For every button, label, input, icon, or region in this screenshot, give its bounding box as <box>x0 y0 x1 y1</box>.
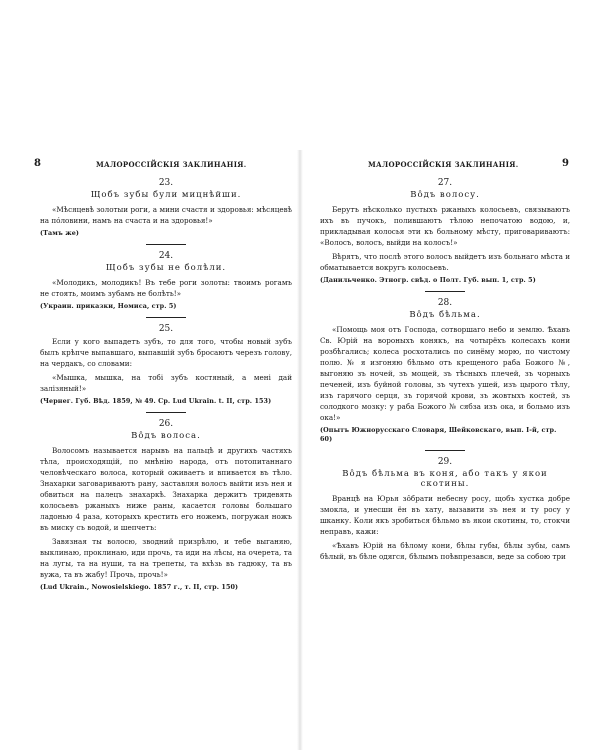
section <box>320 457 570 562</box>
section-title: Вôдъ волоса. <box>131 431 201 441</box>
section-divider <box>146 412 186 413</box>
section-number: 26. <box>158 419 174 429</box>
section-number: 27. <box>437 178 453 188</box>
paragraph: Берутъ нѣсколько пустыхъ ржаныхъ колосьевъ, связываютъ ихъ въ пучокъ, полившаютъ тѣлою непочатою водою, и, прикладывая колосья эти къ больному мѣсту, приговариваютъ: «Волосъ, волосъ, выйди на колосъ!» <box>320 205 570 247</box>
section-number: 24. <box>158 251 174 261</box>
section <box>40 178 292 238</box>
paragraph: «Мѣсяцевѣ золотыи роги, а мини счастя и здоровья: мѣсяцевѣ на пóловини, намъ на счаста и на здоровья!» <box>40 205 292 225</box>
running-head: МАЛОРОССІЙСКІЯ ЗАКЛИНАНІЯ. <box>96 160 247 169</box>
section-number: 25. <box>158 324 174 334</box>
section-title: Щобъ зубы не болѣли. <box>105 263 227 273</box>
page-number: 8 <box>34 158 41 169</box>
paragraph: Завязная ты волосю, зводний призрѣлю, и тебе выганяю, выклинаю, проклинаю, иди прочь, та иди на лѣсы, на очерета, та на лугы, та на нуши, та на трепеты, та вхѣзь въ гадюку, та въ вужа, та въ жабу! Прочь, прочь!» <box>40 537 292 579</box>
paragraph: «Помощь моя отъ Господа, сотворшаго небо и землю. Ѣхавъ Св. Юрій на вороныхъ конякъ, на чотырёхъ колесахъ кони розбѣгались; колеса росхотались по синёму морю, по чистому полю. № я изгоняю бѣльмо отъ крещеного раба Божого №, выгоняю зъ ночей, зъ мощей, зъ тѣсныхъ плечей, зъ чорныхъ печеней, изъ буйной головы, зъ чутехъ ушей, изъ цырого тѣлу, изъ гарячого серця, зъ горячой крови, зъ жовтыхъ костей, зъ солодкого мозку: у раба Божого № сябза изъ ока, и больмо изъ ока!» <box>320 325 570 422</box>
page-number: 9 <box>562 158 569 169</box>
source-citation: (Украин. приказки, Номиса, стр. 5) <box>40 302 177 310</box>
section-title: Вôдъ волосу. <box>410 190 480 200</box>
section-number: 28. <box>437 298 453 308</box>
section-divider <box>425 450 465 451</box>
section-number: 23. <box>158 178 174 188</box>
section-title: Щобъ зубы були мицнѣйши. <box>90 190 242 200</box>
source-citation: (Тамъ же) <box>40 229 80 237</box>
paragraph: Вѣрятъ, что послѣ этого волосъ выйдетъ изъ больнаго мѣста и обматывается вокругъ колосьевъ. <box>320 252 570 272</box>
section-divider <box>146 244 186 245</box>
paragraph: «Мышка, мышка, на тобі зубъ костяный, а мені дай залізяный!» <box>40 373 292 393</box>
section-divider <box>146 317 186 318</box>
section <box>40 419 292 592</box>
section-title: Вôдъ бѣльма. <box>409 310 481 320</box>
running-head: МАЛОРОССІЙСКІЯ ЗАКЛИНАНІЯ. <box>368 160 519 169</box>
source-citation: (Данильченко. Этногр. свѣд. о Полт. Губ. вып. 1, стр. 5) <box>320 276 536 284</box>
text-column <box>40 176 292 596</box>
section-number: 29. <box>437 457 453 467</box>
paragraph: Вранцѣ на Юрья зôбрати небесну росу, щобъ хустка добре змокла, и унесши ён въ хату, вызавити зъ нея и ту росу у шканку. Коли якъ зробиться бѣльмо въ якои скотины, то, стокчи неправъ, кажи: <box>320 494 570 536</box>
paragraph: Если у кого выпадетъ зубъ, то для того, чтобы новый зубъ былъ крѣпче выпавшаго, выпавшій зубъ бросаютъ черезъ голову, на чердакъ, со словами: <box>40 337 292 368</box>
section-title: Вôдъ бѣльма въ коня, або такъ у якои скотины. <box>342 469 548 489</box>
section-divider <box>425 291 465 292</box>
paragraph: Волосомъ называется нарывъ на пальцѣ и другихъ частяхъ тѣла, происходящій, по мнѣнію народа, отъ потопитаннаго человѣческаго волоса, который оживаетъ и впивается въ тѣло. Знахарки заговариваютъ рану, заставляя волосъ выйти изъ нея и обвиться на палецъ знахаркѣ. Знахарка держитъ тридевять колосьевъ ржаныхъ ниже раны, касается головы большаго ладонью 4 раза, которыхъ крестить его ножемъ, погружая ножъ въ миску съ водой, и шепчетъ: <box>40 446 292 532</box>
paragraph: «Молодикъ, молодикъ! Въ тебе роги золоты: твоимъ рогамъ не стоять, моимъ зубамъ не болѣть!» <box>40 278 292 298</box>
paragraph: «Ѣхавъ Юрій на бѣлому кони, бѣлы губы, бѣлы зубы, самъ бѣлый, въ бѣле одягся, бѣлымъ поѣвпрезався, веде за собою три <box>320 541 570 561</box>
source-citation: (Опытъ Южнорусскаго Словаря, Шейковскаго, вып. I-й, стр. 60) <box>320 426 557 443</box>
source-citation: (Чернег. Губ. Вѣд. 1859, № 49. Ср. Lud Ukrain. t. II, стр. 153) <box>40 397 272 405</box>
section <box>40 324 292 406</box>
section <box>320 298 570 444</box>
section <box>320 178 570 285</box>
text-column <box>320 176 570 565</box>
section <box>40 251 292 311</box>
source-citation: (Lud Ukrain., Nowosielskiego. 1857 г., т. II, стр. 150) <box>40 583 239 591</box>
